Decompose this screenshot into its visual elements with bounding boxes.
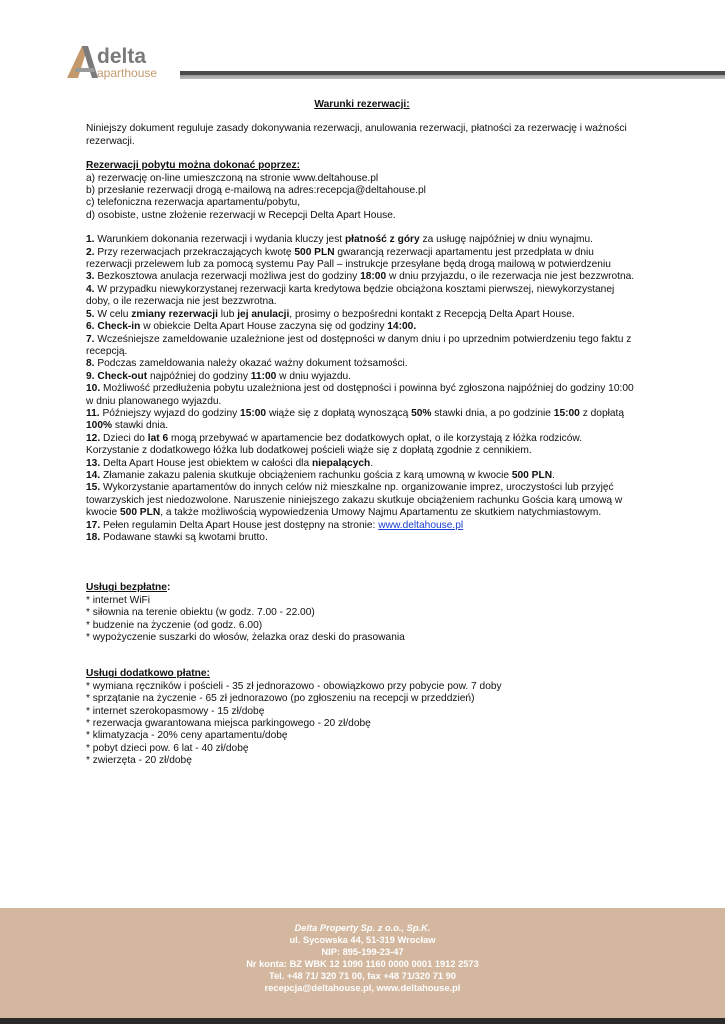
- rule-17: 17. Pełen regulamin Delta Apart House jest dostępny na stronie: www.deltahouse.pl: [86, 519, 464, 531]
- rule-6: 6. Check-in w obiekcie Delta Apart House zaczyna się od godziny 14:00.: [86, 321, 417, 333]
- rule-9: 9. Check-out najpóźniej do godziny 11:00 w dniu wyjazdu.: [86, 370, 352, 382]
- terms-document: [86, 96, 638, 768]
- rule-3: 3. Bezkosztowa anulacja rezerwacji możliwa jest do godziny 18:00 w dniu przyjazdu, o ile rezerwacja nie jest bezzwrotna.: [86, 271, 635, 283]
- page-footer: [0, 908, 725, 1018]
- footer-company: Delta Property Sp. z o.o., Sp.K.: [294, 923, 431, 933]
- deltahouse-link[interactable]: www.deltahouse.pl: [378, 519, 464, 531]
- rule-10: 10. Możliwość przedłużenia pobytu uzależniona jest od dostępności i powinna być zgłoszona najpóźniej do godziny 10:00 w dniu planowanego wyjazdu.: [86, 383, 634, 407]
- rule-15: 15. Wykorzystanie apartamentów do innych celów niż mieszkalne np. organizowanie imprez, uroczystości lub przyjęć towarzyskich jest niedozwolone. Naruszenie niniejszego zakazu skutkuje obciążeniem rachunku Gościa karą umową w kwocie 500 PLN, a także możliwością wypowiedzenia Umowy Najmu Apartamentu ze skutkiem natychmiastowym.: [86, 482, 623, 519]
- rule-14: 14. Złamanie zakazu palenia skutkuje obciążeniem rachunku gościa z karą umowną w kwocie 500 PLN.: [86, 469, 555, 481]
- free-services-title: Usługi bezpłatne:: [86, 582, 171, 594]
- free-service-item: * internet WiFi: [86, 594, 150, 606]
- footer-contact: recepcja@deltahouse.pl, www.deltahouse.pl: [264, 983, 461, 993]
- delta-aparthouse-logo: [64, 44, 174, 80]
- logo-sub: aparthouse: [97, 66, 158, 80]
- paid-service-item: * wymiana ręczników i pościeli - 35 zł jednorazowo - obowiązkowo przy pobycie pow. 7 doby: [86, 680, 502, 692]
- rule-4: 4. W przypadku niewykorzystanej rezerwacji karta kredytowa będzie obciążona kosztami pierwszej, niewykorzystanej doby, o ile rezerwacja nie jest bezzwrotna.: [86, 283, 615, 308]
- rule-7: 7. Wcześniejsze zameldowanie uzależnione jest od dostępności w danym dniu i po uprzednim potwierdzeniu tego faktu z recepcją.: [86, 333, 632, 357]
- footer-address: ul. Sycowska 44, 51-319 Wrocław: [289, 935, 436, 945]
- paid-service-item: * sprzątanie na życzenie - 65 zł jednorazowo (po zgłoszeniu na recepcji w przeddzień): [86, 693, 475, 705]
- paid-service-item: * internet szerokopasmowy - 15 zł/dobę: [86, 705, 265, 717]
- booking-method-item: b) przesłanie rezerwacji drogą e-mailową na adres:recepcja@deltahouse.pl: [86, 185, 426, 197]
- free-service-item: * wypożyczenie suszarki do włosów, żelazka oraz deski do prasowania: [86, 632, 405, 644]
- footer-account: Nr konta: BZ WBK 12 1090 1160 0000 0001 1912 2573: [246, 959, 479, 969]
- rule-18: 18. Podawane stawki są kwotami brutto.: [86, 532, 268, 543]
- free-service-item: * budzenie na życzenie (od godz. 6.00): [86, 619, 263, 631]
- page-header: [0, 0, 725, 90]
- rule-8: 8. Podczas zameldowania należy okazać ważny dokument tożsamości.: [86, 358, 408, 370]
- rule-13: 13. Delta Apart House jest obiektem w całości dla niepalących.: [86, 457, 374, 469]
- paid-service-item: * klimatyzacja - 20% ceny apartamentu/dobę: [86, 730, 288, 742]
- booking-methods-title: Rezerwacji pobytu można dokonać poprzez:: [86, 160, 300, 172]
- paid-service-item: * pobyt dzieci pow. 6 lat - 40 zł/dobę: [86, 742, 249, 754]
- footer-phone: Tel. +48 71/ 320 71 00, fax +48 71/320 71 90: [269, 971, 456, 981]
- booking-method-item: d) osobiste, ustne złożenie rezerwacji w Recepcji Delta Apart House.: [86, 209, 396, 221]
- rule-2: 2. Przy rezerwacjach przekraczających kwotę 500 PLN gwarancją rezerwacji apartamentu jest przedpłata w dniu rezerwacji przelewem lub za pomocą systemu Pay Pall – instrukcje przesyłane będą drogą mailową w potwierdzeniu: [86, 246, 611, 271]
- rule-12: 12. Dzieci do lat 6 mogą przebywać w apartamencie bez dodatkowych opłat, o ile korzystają z łóżka rodziców. Korzystanie z dodatkowego łóżka lub dodatkowej pościeli wiąże się z dopłatą zgodnie z cennikiem.: [86, 432, 583, 457]
- free-service-item: * siłownia na terenie obiektu (w godz. 7.00 - 22.00): [86, 607, 315, 619]
- paid-service-item: * rezerwacja gwarantowana miejsca parkingowego - 20 zł/dobę: [86, 718, 371, 730]
- rule-11: 11. Późniejszy wyjazd do godziny 15:00 wiąże się z dopłatą wynoszącą 50% stawki dnia, a po godzinie 15:00 z dopłatą 100% stawki dnia.: [86, 407, 625, 432]
- footer-contact-block: [0, 922, 725, 994]
- header-rule: [180, 71, 725, 79]
- intro-paragraph: Niniejszy dokument reguluje zasady dokonywania rezerwacji, anulowania rezerwacji, płatności za rezerwację i ważności rezerwacji.: [86, 123, 627, 147]
- booking-method-item: a) rezerwację on-line umieszczoną na stronie www.deltahouse.pl: [86, 172, 379, 184]
- paid-services-title: Usługi dodatkowo płatne:: [86, 668, 210, 680]
- logo-word: delta: [97, 45, 147, 68]
- booking-method-item: c) telefoniczna rezerwacja apartamentu/pobytu,: [86, 197, 301, 209]
- rule-5: 5. W celu zmiany rezerwacji lub jej anulacji, prosimy o bezpośredni kontakt z Recepcją Delta Apart House.: [86, 308, 575, 320]
- rule-1: 1. Warunkiem dokonania rezerwacji i wydania kluczy jest płatność z góry za usługę najpóźniej w dniu wynajmu.: [86, 234, 593, 246]
- bottom-strip: [0, 1018, 725, 1024]
- footer-nip: NIP: 895-199-23-47: [321, 947, 404, 957]
- paid-service-item: * zwierzęta - 20 zł/dobę: [86, 755, 192, 767]
- page-title: Warunki rezerwacji:: [314, 99, 410, 110]
